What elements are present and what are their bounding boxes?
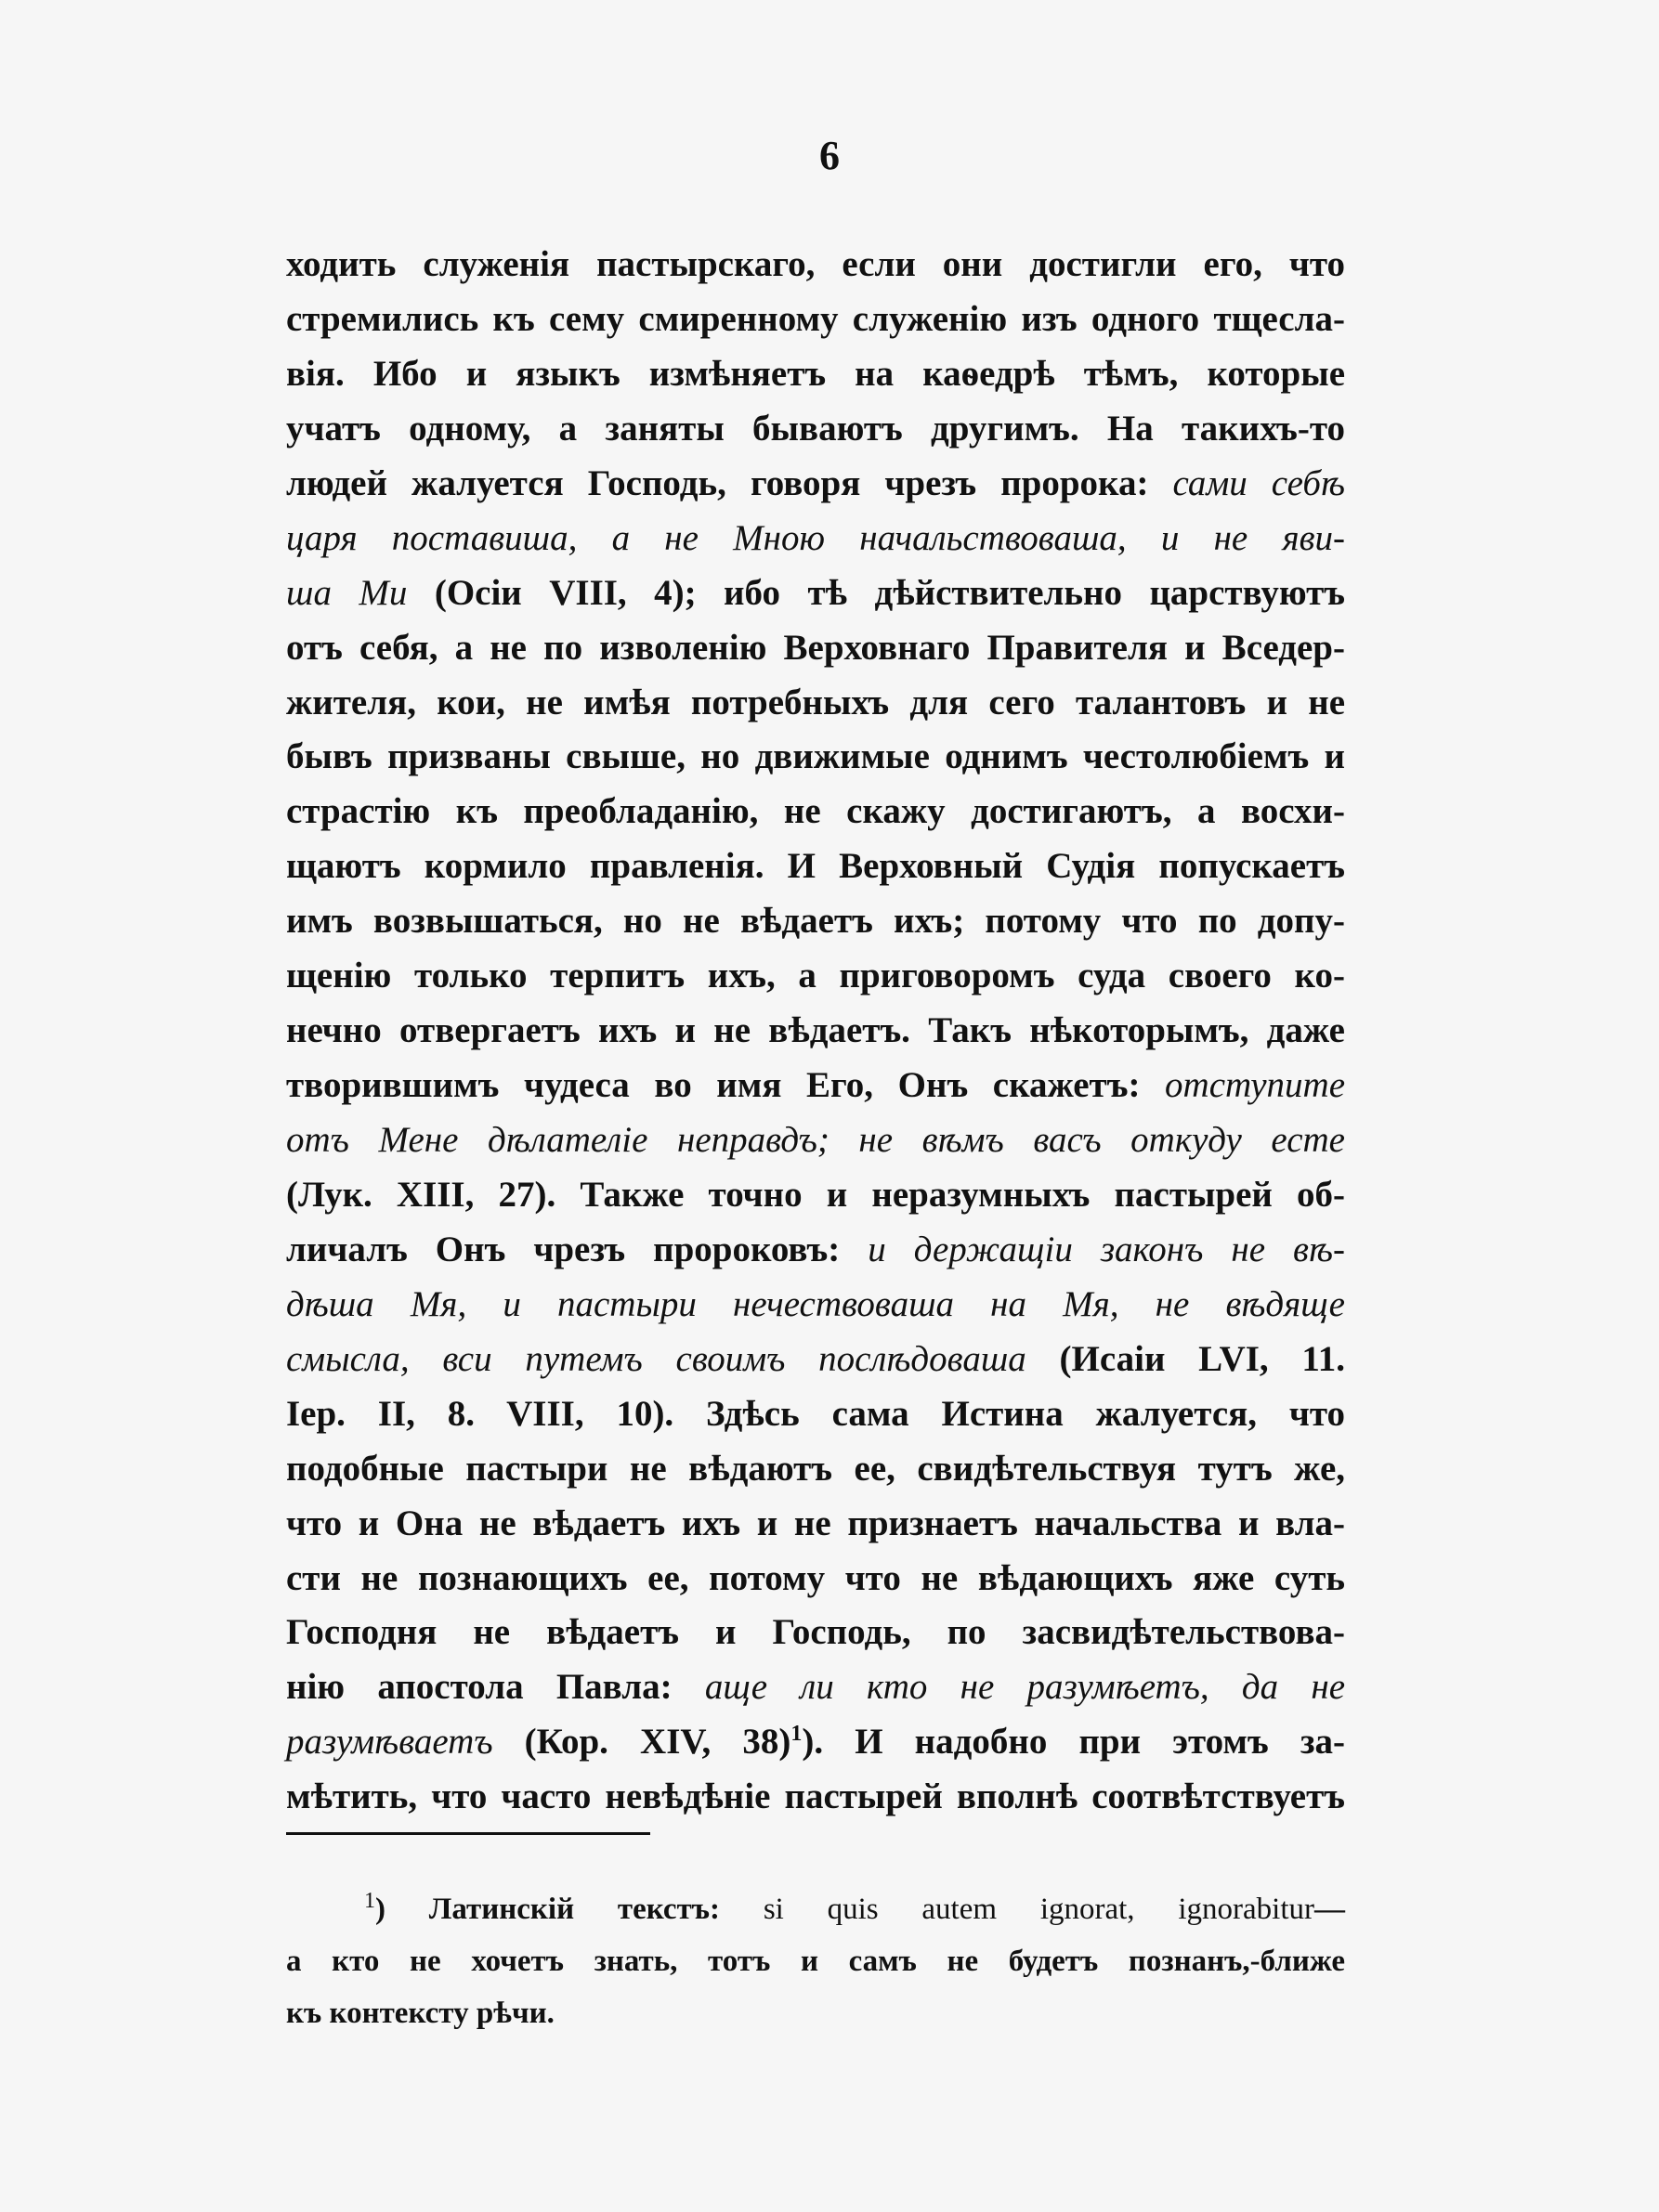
text-line <box>286 1059 1345 1113</box>
text-line <box>286 1660 1345 1715</box>
footnote-marker: 1 <box>364 1889 375 1913</box>
text-run: творившимъ чудеса во имя Его, Онъ скажетъ: <box>286 1065 1166 1106</box>
text-run: ). И надобно при этомъ за- <box>802 1722 1346 1763</box>
text-line <box>286 512 1345 566</box>
text-run: личалъ Онъ чрезъ пророковъ: <box>286 1229 869 1269</box>
text-run: отъ себя, а не по изволенію Верховнаго Правителя и Вседер- <box>286 627 1345 668</box>
text-run: что и Она не вѣдаетъ ихъ и не признаетъ начальства и вла- <box>286 1503 1345 1543</box>
text-line <box>286 1223 1345 1278</box>
text-line <box>286 1552 1345 1607</box>
text-run: сти не познающихъ ее, потому что не вѣдающихъ яже суть <box>286 1557 1345 1598</box>
text-line <box>286 785 1345 839</box>
scripture-quote: разумѣваетъ <box>286 1722 493 1763</box>
text-line <box>286 1168 1345 1223</box>
text-line <box>286 1770 1345 1825</box>
text-line <box>286 1387 1345 1442</box>
text-run: подобные пастыри не вѣдаютъ ее, свидѣтельствуя тутъ же, <box>286 1448 1345 1489</box>
body-text <box>286 238 1345 1825</box>
text-run: учатъ одному, а заняты бываютъ другимъ. На такихъ-то <box>286 408 1345 449</box>
text-line <box>286 1606 1345 1660</box>
text-run: людей жалуется Господь, говоря чрезъ пророка: <box>286 462 1173 503</box>
text-run: Господня не вѣдаетъ и Господь, по засвидѣтельствова- <box>286 1612 1345 1653</box>
text-run: вія. Ибо и языкъ измѣняетъ на каѳедрѣ тѣмъ, которые <box>286 353 1345 394</box>
scripture-quote: царя поставиша, а не Мною начальствоваша, и не яви- <box>286 517 1345 558</box>
text-line <box>286 1333 1345 1387</box>
text-run: щенію только терпитъ ихъ, а приговоромъ суда своего ко- <box>286 956 1345 996</box>
scripture-quote: аще ли кто не разумѣетъ, да не <box>704 1667 1345 1708</box>
footnote-text: — <box>1313 1893 1345 1926</box>
scripture-quote: ша Ми <box>286 572 408 613</box>
text-run: щаютъ кормило правленія. И Верховный Судія попускаетъ <box>286 846 1345 887</box>
text-run: (Осіи VIII, 4); ибо тѣ дѣйствительно царствуютъ <box>407 572 1345 613</box>
text-line <box>286 1113 1345 1168</box>
text-run: нечно отвергаетъ ихъ и не вѣдаетъ. Такъ нѣкоторымъ, даже <box>286 1010 1345 1051</box>
text-line <box>286 457 1345 512</box>
scripture-quote: дѣша Мя, и пастыри нечествоваша на Мя, не вѣдяще <box>286 1283 1345 1324</box>
latin-text: si quis autem ignorat, ignorabitur <box>763 1893 1314 1926</box>
text-line <box>286 676 1345 731</box>
text-line <box>286 1442 1345 1497</box>
scripture-quote: сами себѣ <box>1172 462 1345 503</box>
text-run: жителя, кои, не имѣя потребныхъ для сего талантовъ и не <box>286 682 1345 722</box>
text-line <box>286 839 1345 894</box>
footnote-line <box>286 1935 1345 1987</box>
footnote-line <box>286 1987 1345 2039</box>
text-run: стремились къ сему смиренному служенію изъ одного тщесла- <box>286 298 1345 339</box>
text-run: (Исаіи LVI, 11. <box>1025 1338 1345 1379</box>
text-line <box>286 347 1345 402</box>
footnote-reference: 1 <box>790 1722 803 1747</box>
text-run: (Лук. XIII, 27). Также точно и неразумныхъ пастырей об- <box>286 1174 1345 1215</box>
text-run: имъ возвышаться, но не вѣдаетъ ихъ; потому что по допу- <box>286 901 1345 942</box>
text-run: бывъ призваны свыше, но движимые однимъ честолюбіемъ и <box>286 736 1345 777</box>
text-line <box>286 293 1345 347</box>
footnote-text: ) Латинскій текстъ: <box>375 1893 764 1926</box>
text-line <box>286 894 1345 949</box>
text-line <box>286 238 1345 293</box>
text-line <box>286 949 1345 1004</box>
footnotes <box>286 1883 1345 2039</box>
page-number: 6 <box>819 133 840 178</box>
text-line <box>286 730 1345 785</box>
text-line <box>286 621 1345 676</box>
text-line <box>286 1497 1345 1552</box>
text-run: мѣтить, что часто невѣдѣніе пастырей вполнѣ соотвѣтствуетъ <box>286 1776 1345 1817</box>
text-run: Іер. II, 8. VIII, 10). Здѣсь сама Истина жалуется, что <box>286 1393 1345 1434</box>
text-line <box>286 1715 1345 1770</box>
text-run: ходить служенія пастырскаго, если они достигли его, что <box>286 244 1345 284</box>
footnote-text: а кто не хочетъ знать, тотъ и самъ не будетъ познанъ,-ближе <box>286 1945 1345 1978</box>
text-line <box>286 402 1345 457</box>
text-line <box>286 1278 1345 1333</box>
text-line <box>286 566 1345 621</box>
scripture-quote: отъ Мене дѣлателіе неправдъ; не вѣмъ васъ откуду есте <box>286 1120 1345 1160</box>
text-run: страстію къ преобладанію, не скажу достигаютъ, а восхи- <box>286 791 1345 832</box>
footnote-text: къ контексту рѣчи. <box>286 1997 555 2030</box>
footnote-line <box>286 1883 1345 1935</box>
footnote-separator <box>286 1832 650 1835</box>
scripture-quote: смысла, вси путемъ своимъ послѣдоваша <box>286 1338 1026 1379</box>
text-run: нію апостола Павла: <box>286 1667 705 1708</box>
scripture-quote: отступите <box>1165 1065 1345 1106</box>
text-run: (Кор. XIV, 38) <box>492 1722 791 1763</box>
text-line <box>286 1004 1345 1059</box>
scripture-quote: и держащіи законъ не вѣ- <box>868 1229 1345 1269</box>
